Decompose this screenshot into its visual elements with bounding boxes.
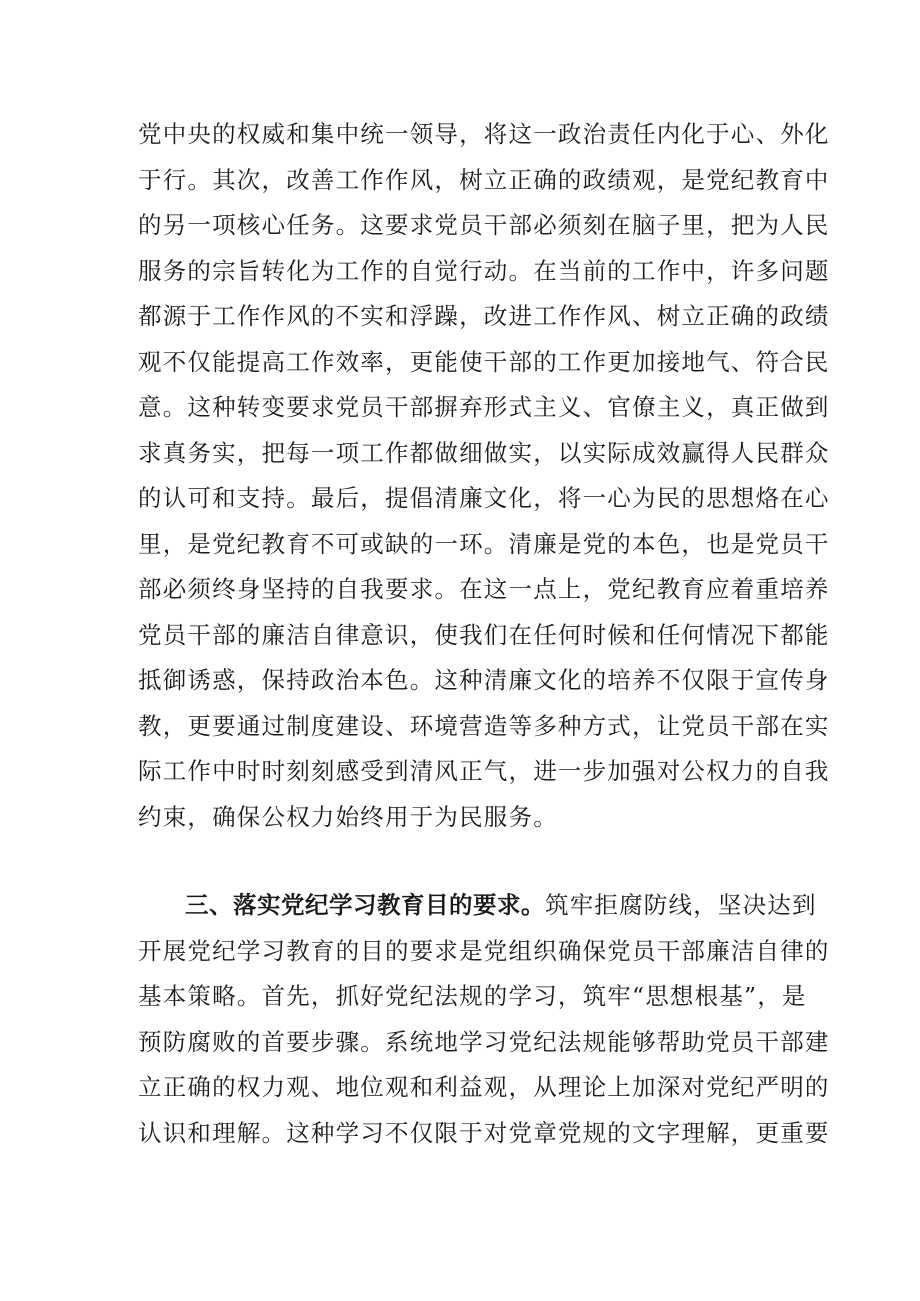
text-line: 部必须终身坚持的自我要求。在这一点上，党纪教育应着重培养 — [138, 575, 830, 603]
text-line: 立正确的权力观、地位观和利益观，从理论上加深对党纪严明的 — [138, 1073, 830, 1101]
text-line: 求真务实，把每一项工作都做细做实，以实际成效赢得人民群众 — [138, 438, 830, 467]
section-three-paragraph — [138, 883, 830, 1156]
text-line: 里，是党纪教育不可或缺的一环。清廉是党的本色，也是党员干 — [138, 529, 830, 558]
text-line: 都源于工作作风的不实和浮躁，改进工作作风、树立正确的政绩 — [138, 302, 830, 330]
text-line: 服务的宗旨转化为工作的自觉行动。在当前的工作中，许多问题 — [138, 256, 830, 285]
section-first-line-text: 筑牢拒腐防线，坚决达到 — [545, 891, 817, 919]
text-line: 教，更要通过制度建设、环境营造等多种方式，让党员干部在实 — [138, 711, 830, 740]
text-line: 际工作中时时刻刻感受到清风正气，进一步加强对公权力的自我 — [138, 757, 830, 785]
text-line: 观不仅能提高工作效率，更能使干部的工作更加接地气、符合民 — [138, 347, 830, 376]
text-line: 党员干部的廉洁自律意识，使我们在任何时候和任何情况下都能 — [138, 620, 830, 649]
text-line: 于行。其次，改善工作作风，树立正确的政绩观，是党纪教育中 — [138, 165, 830, 194]
paragraph-continued — [138, 112, 830, 840]
text-line: 党中央的权威和集中统一领导，将这一政治责任内化于心、外化 — [138, 120, 830, 148]
text-line: 的认可和支持。最后，提倡清廉文化，将一心为民的思想烙在心 — [138, 484, 830, 512]
text-line: 的另一项核心任务。这要求党员干部必须刻在脑子里，把为人民 — [138, 211, 830, 239]
text-line: 认识和理解。这种学习不仅限于对党章党规的文字理解，更重要 — [138, 1118, 830, 1147]
section-first-line — [138, 883, 817, 929]
text-line: 预防腐败的首要步骤。系统地学习党纪法规能够帮助党员干部建 — [138, 1027, 830, 1056]
text-line: 开展党纪学习教育的目的要求是党组织确保党员干部廉洁自律的 — [138, 936, 830, 965]
text-line: 约束，确保公权力始终用于为民服务。 — [138, 802, 558, 831]
text-line: 抵御诱惑，保持政治本色。这种清廉文化的培养不仅限于宣传身 — [138, 666, 830, 694]
text-line: 基本策略。首先，抓好党纪法规的学习，筑牢“思想根基”，是 — [138, 982, 807, 1010]
section-heading: 三、落实党纪学习教育目的要求。 — [185, 891, 545, 919]
text-line: 意。这种转变要求党员干部摒弃形式主义、官僚主义，真正做到 — [138, 393, 830, 421]
